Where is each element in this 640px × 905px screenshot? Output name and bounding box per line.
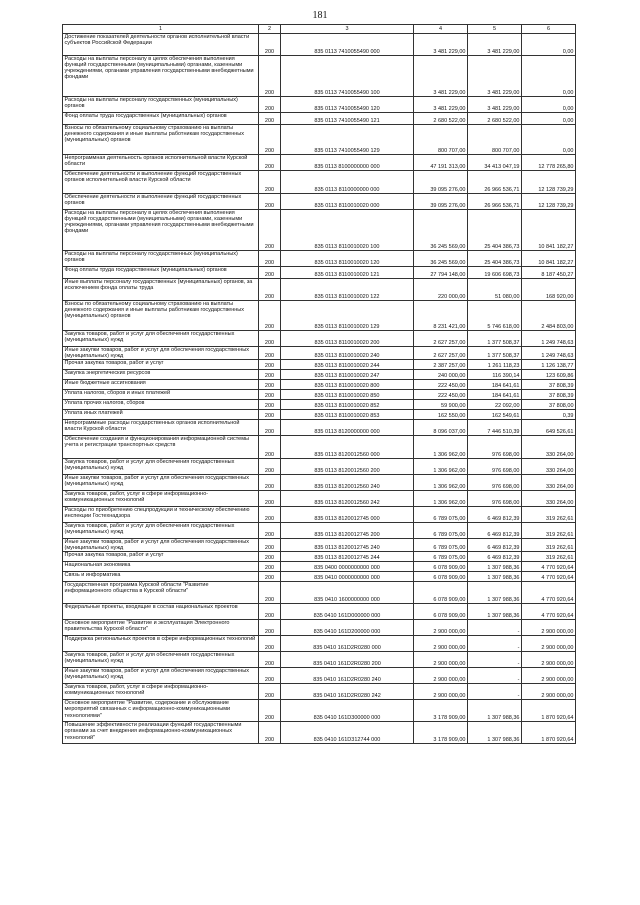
- cell-value: 1 306 962,00: [414, 491, 468, 507]
- cell-name: Национальная экономика: [63, 562, 259, 572]
- table-row: [63, 410, 576, 420]
- cell-value: 1 307 988,36: [468, 562, 522, 572]
- cell-value: 6 469 812,39: [468, 523, 522, 539]
- cell-code: 835 0113 8120012560 000: [281, 436, 414, 459]
- table-row: [63, 562, 576, 572]
- cell-value: 319 262,61: [522, 539, 576, 552]
- cell-value: -: [468, 684, 522, 700]
- cell-name: Уплата прочих налогов, сборов: [63, 400, 259, 410]
- cell-code: 835 0113 8110010020 850: [281, 390, 414, 400]
- cell-code: 835 0410 1600000000 000: [281, 582, 414, 604]
- cell-name: Основное мероприятие "Развитие и эксплуатация Электронного правительства Курской области": [63, 620, 259, 636]
- cell-value: 59 900,00: [414, 400, 468, 410]
- cell-col2: 200: [259, 194, 281, 210]
- cell-code: 835 0113 7410055490 121: [281, 113, 414, 125]
- cell-col2: 200: [259, 400, 281, 410]
- cell-value: 222 450,00: [414, 390, 468, 400]
- cell-value: 2 900 000,00: [522, 684, 576, 700]
- cell-value: 0,00: [522, 97, 576, 113]
- cell-code: 835 0410 161D312744 000: [281, 722, 414, 744]
- cell-value: 8 231 421,00: [414, 301, 468, 331]
- cell-col2: 200: [259, 347, 281, 360]
- cell-code: 835 0113 8100000000 000: [281, 155, 414, 171]
- table-body: [63, 34, 576, 744]
- cell-value: 1 870 920,64: [522, 722, 576, 744]
- cell-col2: 200: [259, 604, 281, 620]
- cell-value: 26 966 536,71: [468, 171, 522, 194]
- cell-col2: 200: [259, 97, 281, 113]
- cell-value: 220 000,00: [414, 279, 468, 301]
- cell-value: 1 870 920,64: [522, 700, 576, 722]
- cell-value: 6 469 812,39: [468, 539, 522, 552]
- cell-code: 835 0400 0000000000 000: [281, 562, 414, 572]
- column-header: 6: [522, 25, 576, 34]
- cell-value: 976 698,00: [468, 491, 522, 507]
- cell-code: 835 0113 8110010020 240: [281, 347, 414, 360]
- table-row: [63, 636, 576, 652]
- cell-code: 835 0113 8120012560 242: [281, 491, 414, 507]
- cell-value: 12 128 739,29: [522, 171, 576, 194]
- cell-name: Иные закупки товаров, работ и услуг для обеспечения государственных (муниципальных) нужд: [63, 475, 259, 491]
- cell-name: Иные закупки товаров, работ и услуг для обеспечения государственных (муниципальных) нужд: [63, 347, 259, 360]
- cell-col2: 200: [259, 552, 281, 562]
- cell-name: Непрограммные расходы государственных органов исполнительной власти Курской области: [63, 420, 259, 436]
- cell-code: 835 0113 7410055490 129: [281, 125, 414, 155]
- cell-col2: 200: [259, 155, 281, 171]
- cell-value: 330 264,00: [522, 475, 576, 491]
- cell-code: 835 0113 8110010020 000: [281, 194, 414, 210]
- cell-value: 976 698,00: [468, 436, 522, 459]
- cell-value: 6 469 812,39: [468, 507, 522, 523]
- table-row: [63, 582, 576, 604]
- cell-value: 36 245 569,00: [414, 210, 468, 251]
- cell-name: Взносы по обязательному социальному страхованию на выплаты денежного содержания и иные выплаты работникам государственных (муниципальных) органов: [63, 125, 259, 155]
- cell-value: 0,00: [522, 56, 576, 97]
- cell-value: 1 126 138,77: [522, 360, 576, 370]
- cell-col2: 200: [259, 410, 281, 420]
- cell-col2: 200: [259, 251, 281, 267]
- cell-value: 36 245 569,00: [414, 251, 468, 267]
- cell-value: 39 095 276,00: [414, 194, 468, 210]
- cell-col2: 200: [259, 507, 281, 523]
- cell-col2: 200: [259, 370, 281, 380]
- cell-code: 835 0113 8110010020 247: [281, 370, 414, 380]
- table-row: [63, 97, 576, 113]
- cell-value: 34 413 047,19: [468, 155, 522, 171]
- cell-value: 22 092,00: [468, 400, 522, 410]
- cell-value: -: [468, 636, 522, 652]
- cell-value: 37 808,39: [522, 390, 576, 400]
- table-row: [63, 722, 576, 744]
- cell-name: Взносы по обязательному социальному страхованию на выплаты денежного содержания и иные выплаты работникам государственных (муниципальных) органов: [63, 301, 259, 331]
- cell-value: 162 550,00: [414, 410, 468, 420]
- cell-name: Достижение показателей деятельности органов исполнительной власти субъектов Российской Федерации: [63, 34, 259, 56]
- cell-value: 6 078 909,00: [414, 604, 468, 620]
- cell-code: 835 0410 161D2R0280 242: [281, 684, 414, 700]
- cell-col2: 200: [259, 267, 281, 279]
- cell-name: Иные бюджетные ассигнования: [63, 380, 259, 390]
- cell-value: 4 770 920,64: [522, 572, 576, 582]
- cell-col2: 200: [259, 331, 281, 347]
- cell-value: 2 900 000,00: [522, 636, 576, 652]
- cell-value: 116 390,14: [468, 370, 522, 380]
- table-row: [63, 380, 576, 390]
- cell-col2: 200: [259, 390, 281, 400]
- cell-col2: 200: [259, 475, 281, 491]
- cell-code: 835 0113 8120012745 240: [281, 539, 414, 552]
- cell-value: 1 307 988,36: [468, 572, 522, 582]
- cell-col2: 200: [259, 620, 281, 636]
- table-row: [63, 420, 576, 436]
- cell-code: 835 0113 7410055490 100: [281, 56, 414, 97]
- cell-code: 835 0410 161D300000 000: [281, 700, 414, 722]
- cell-code: 835 0410 161D2R0280 240: [281, 668, 414, 684]
- cell-value: 240 000,00: [414, 370, 468, 380]
- cell-value: 222 450,00: [414, 380, 468, 390]
- cell-value: 6 789 075,00: [414, 507, 468, 523]
- table-row: [63, 210, 576, 251]
- cell-value: 184 641,61: [468, 380, 522, 390]
- cell-value: 26 966 536,71: [468, 194, 522, 210]
- table-row: [63, 301, 576, 331]
- cell-value: 37 808,39: [522, 380, 576, 390]
- cell-value: 1 307 988,36: [468, 604, 522, 620]
- cell-col2: 200: [259, 380, 281, 390]
- cell-value: 6 078 909,00: [414, 572, 468, 582]
- cell-value: 25 404 386,73: [468, 251, 522, 267]
- cell-name: Федеральные проекты, входящие в состав национальных проектов: [63, 604, 259, 620]
- budget-table: [62, 24, 576, 744]
- cell-name: Обеспечение деятельности и выполнение функций государственных органов исполнительной власти Курской области: [63, 171, 259, 194]
- cell-value: 1 306 962,00: [414, 475, 468, 491]
- table-row: [63, 507, 576, 523]
- cell-name: Основное мероприятие "Развитие, содержание и обслуживание мероприятий связанных с информационно-коммуникационными технологиями": [63, 700, 259, 722]
- cell-value: 4 770 920,64: [522, 562, 576, 572]
- column-header: 2: [259, 25, 281, 34]
- table-row: [63, 279, 576, 301]
- cell-value: 649 526,61: [522, 420, 576, 436]
- cell-col2: 200: [259, 125, 281, 155]
- cell-value: 2 900 000,00: [414, 652, 468, 668]
- cell-value: 2 680 522,00: [414, 113, 468, 125]
- table-row: [63, 251, 576, 267]
- cell-value: 2 900 000,00: [522, 668, 576, 684]
- cell-code: 835 0113 8110010020 853: [281, 410, 414, 420]
- table-row: [63, 56, 576, 97]
- cell-value: 2 627 257,00: [414, 347, 468, 360]
- cell-col2: 200: [259, 459, 281, 475]
- cell-value: -: [468, 620, 522, 636]
- cell-col2: 200: [259, 684, 281, 700]
- table-row: [63, 267, 576, 279]
- cell-value: 1 307 988,36: [468, 722, 522, 744]
- cell-code: 835 0113 8110010020 800: [281, 380, 414, 390]
- cell-col2: 200: [259, 636, 281, 652]
- table-row: [63, 347, 576, 360]
- table-row: [63, 194, 576, 210]
- cell-code: 835 0113 8120012560 240: [281, 475, 414, 491]
- table-row: [63, 436, 576, 459]
- cell-value: 3 481 229,00: [414, 97, 468, 113]
- cell-value: 6 789 075,00: [414, 523, 468, 539]
- cell-name: Закупка товаров, работ и услуг для обеспечения государственных (муниципальных) нужд: [63, 331, 259, 347]
- cell-value: 12 778 265,80: [522, 155, 576, 171]
- cell-value: 1 249 748,63: [522, 331, 576, 347]
- cell-value: 0,00: [522, 113, 576, 125]
- table-row: [63, 539, 576, 552]
- cell-value: 39 095 276,00: [414, 171, 468, 194]
- cell-name: Фонд оплаты труда государственных (муниципальных) органов: [63, 113, 259, 125]
- cell-value: 0,39: [522, 410, 576, 420]
- cell-value: 800 707,00: [414, 125, 468, 155]
- cell-value: 2 900 000,00: [522, 620, 576, 636]
- cell-name: Расходы на выплаты персоналу государственных (муниципальных) органов: [63, 251, 259, 267]
- cell-value: 0,00: [522, 34, 576, 56]
- cell-value: 6 789 075,00: [414, 552, 468, 562]
- table-row: [63, 34, 576, 56]
- table-row: [63, 552, 576, 562]
- table-row: [63, 400, 576, 410]
- cell-name: Закупка товаров, работ и услуг для обеспечения государственных (муниципальных) нужд: [63, 459, 259, 475]
- cell-col2: 200: [259, 700, 281, 722]
- table-row: [63, 370, 576, 380]
- cell-name: Закупка энергетических ресурсов: [63, 370, 259, 380]
- table-row: [63, 668, 576, 684]
- cell-col2: 200: [259, 562, 281, 572]
- cell-code: 835 0113 7410055490 000: [281, 34, 414, 56]
- cell-name: Обеспечение деятельности и выполнение функций государственных органов: [63, 194, 259, 210]
- table-row: [63, 171, 576, 194]
- cell-col2: 200: [259, 582, 281, 604]
- cell-value: 2 627 257,00: [414, 331, 468, 347]
- cell-value: 3 178 909,00: [414, 700, 468, 722]
- cell-code: 835 0113 8120012745 244: [281, 552, 414, 562]
- cell-value: 319 262,61: [522, 523, 576, 539]
- cell-code: 835 0113 8110010020 121: [281, 267, 414, 279]
- table-row: [63, 459, 576, 475]
- cell-value: 330 264,00: [522, 436, 576, 459]
- cell-value: 2 484 803,00: [522, 301, 576, 331]
- cell-code: 835 0410 0000000000 000: [281, 572, 414, 582]
- cell-value: 184 641,61: [468, 390, 522, 400]
- cell-code: 835 0113 8110010020 200: [281, 331, 414, 347]
- cell-value: 2 900 000,00: [414, 684, 468, 700]
- table-row: [63, 331, 576, 347]
- cell-name: Государственная программа Курской области "Развитие информационного общества в Курской области": [63, 582, 259, 604]
- cell-code: 835 0410 161D000000 000: [281, 604, 414, 620]
- cell-code: 835 0113 8110010020 244: [281, 360, 414, 370]
- cell-col2: 200: [259, 539, 281, 552]
- table-row: [63, 604, 576, 620]
- cell-value: 2 900 000,00: [414, 636, 468, 652]
- cell-col2: 200: [259, 420, 281, 436]
- table-row: [63, 620, 576, 636]
- cell-value: 25 404 386,73: [468, 210, 522, 251]
- table-row: [63, 113, 576, 125]
- cell-value: 10 841 182,27: [522, 251, 576, 267]
- table-row: [63, 390, 576, 400]
- cell-code: 835 0113 8120012745 200: [281, 523, 414, 539]
- cell-code: 835 0410 161D2R0280 200: [281, 652, 414, 668]
- cell-value: 6 469 812,39: [468, 552, 522, 562]
- cell-value: 27 794 148,00: [414, 267, 468, 279]
- cell-code: 835 0113 8110010020 120: [281, 251, 414, 267]
- cell-col2: 200: [259, 668, 281, 684]
- cell-code: 835 0113 8120000000 000: [281, 420, 414, 436]
- cell-col2: 200: [259, 491, 281, 507]
- cell-name: Повышение эффективности реализации функций государственными органами за счет внедрения информационно-коммуникационных технологий": [63, 722, 259, 744]
- cell-name: Расходы на выплаты персоналу в целях обеспечения выполнения функций государственными (муниципальными) органами, казенными учреждениями, органами управления государственными внебюджетными фондами: [63, 56, 259, 97]
- cell-value: 7 446 510,39: [468, 420, 522, 436]
- cell-value: 1 306 962,00: [414, 459, 468, 475]
- cell-name: Фонд оплаты труда государственных (муниципальных) органов: [63, 267, 259, 279]
- cell-code: 835 0113 8110010020 100: [281, 210, 414, 251]
- cell-value: 2 680 522,00: [468, 113, 522, 125]
- cell-value: 976 698,00: [468, 459, 522, 475]
- cell-col2: 200: [259, 171, 281, 194]
- cell-value: 3 481 229,00: [414, 56, 468, 97]
- cell-code: 835 0410 161D2R0280 000: [281, 636, 414, 652]
- table-row: [63, 125, 576, 155]
- column-header: 4: [414, 25, 468, 34]
- cell-value: 330 264,00: [522, 459, 576, 475]
- cell-value: 330 264,00: [522, 491, 576, 507]
- cell-col2: 200: [259, 279, 281, 301]
- cell-value: 51 080,00: [468, 279, 522, 301]
- cell-value: 3 178 909,00: [414, 722, 468, 744]
- cell-code: 835 0113 8110010020 122: [281, 279, 414, 301]
- cell-name: Иные закупки товаров, работ и услуг для обеспечения государственных (муниципальных) нужд: [63, 539, 259, 552]
- cell-value: 3 481 229,00: [468, 97, 522, 113]
- cell-value: 8 096 037,00: [414, 420, 468, 436]
- table-row: [63, 572, 576, 582]
- cell-value: 976 698,00: [468, 475, 522, 491]
- cell-value: -: [468, 652, 522, 668]
- cell-col2: 200: [259, 56, 281, 97]
- table-row: [63, 523, 576, 539]
- cell-col2: 200: [259, 722, 281, 744]
- cell-col2: 200: [259, 210, 281, 251]
- cell-name: Уплата иных платежей: [63, 410, 259, 420]
- cell-value: 37 808,00: [522, 400, 576, 410]
- cell-value: 4 770 920,64: [522, 604, 576, 620]
- cell-value: 6 078 909,00: [414, 562, 468, 572]
- cell-name: Уплата налогов, сборов и иных платежей: [63, 390, 259, 400]
- cell-name: Закупка товаров, работ, услуг в сфере информационно-коммуникационных технологий: [63, 684, 259, 700]
- cell-value: 10 841 182,27: [522, 210, 576, 251]
- cell-value: 319 262,61: [522, 552, 576, 562]
- cell-col2: 200: [259, 436, 281, 459]
- page-number: 181: [312, 10, 328, 21]
- cell-value: 319 262,61: [522, 507, 576, 523]
- table-row: [63, 684, 576, 700]
- cell-name: Поддержка региональных проектов в сфере информационных технологий: [63, 636, 259, 652]
- cell-col2: 200: [259, 113, 281, 125]
- cell-name: Непрограммная деятельность органов исполнительной власти Курской области: [63, 155, 259, 171]
- cell-name: Прочая закупка товаров, работ и услуг: [63, 360, 259, 370]
- table-row: [63, 652, 576, 668]
- cell-value: 19 606 698,73: [468, 267, 522, 279]
- cell-value: 2 900 000,00: [414, 668, 468, 684]
- table-row: [63, 155, 576, 171]
- cell-code: 835 0113 7410055490 120: [281, 97, 414, 113]
- cell-name: Иные выплаты персоналу государственных (муниципальных) органов, за исключением фонда оплаты труда: [63, 279, 259, 301]
- cell-value: 12 128 739,29: [522, 194, 576, 210]
- cell-name: Расходы на выплаты персоналу государственных (муниципальных) органов: [63, 97, 259, 113]
- cell-value: 2 387 257,00: [414, 360, 468, 370]
- cell-col2: 200: [259, 34, 281, 56]
- cell-name: Закупка товаров, работ, услуг в сфере информационно-коммуникационных технологий: [63, 491, 259, 507]
- cell-value: -: [468, 668, 522, 684]
- column-header: 1: [63, 25, 259, 34]
- cell-col2: 200: [259, 523, 281, 539]
- cell-name: Расходы по приобретению спецпродукции и техническому обеспечению инспекции Гостехнадзора: [63, 507, 259, 523]
- table-row: [63, 475, 576, 491]
- cell-value: 1 377 508,37: [468, 331, 522, 347]
- cell-value: 2 900 000,00: [522, 652, 576, 668]
- cell-value: 1 307 988,36: [468, 700, 522, 722]
- cell-value: 5 746 618,00: [468, 301, 522, 331]
- cell-code: 835 0113 8110000000 000: [281, 171, 414, 194]
- cell-value: 123 609,86: [522, 370, 576, 380]
- cell-col2: 200: [259, 572, 281, 582]
- cell-value: 8 187 450,27: [522, 267, 576, 279]
- cell-value: 168 920,00: [522, 279, 576, 301]
- cell-name: Расходы на выплаты персоналу в целях обеспечения выполнения функций государственными (муниципальными) органами, казенными учреждениями, органами управления государственными внебюджетными фондами: [63, 210, 259, 251]
- cell-value: 3 481 229,00: [414, 34, 468, 56]
- cell-value: 2 900 000,00: [414, 620, 468, 636]
- cell-name: Закупка товаров, работ и услуг для обеспечения государственных (муниципальных) нужд: [63, 652, 259, 668]
- cell-value: 1 306 962,00: [414, 436, 468, 459]
- table-row: [63, 700, 576, 722]
- cell-code: 835 0113 8110010020 129: [281, 301, 414, 331]
- cell-name: Иные закупки товаров, работ и услуг для обеспечения государственных (муниципальных) нужд: [63, 668, 259, 684]
- cell-code: 835 0410 161D200000 000: [281, 620, 414, 636]
- cell-value: 4 770 920,64: [522, 582, 576, 604]
- table-row: [63, 360, 576, 370]
- cell-col2: 200: [259, 360, 281, 370]
- cell-code: 835 0113 8110010020 852: [281, 400, 414, 410]
- cell-value: 0,00: [522, 125, 576, 155]
- cell-code: 835 0113 8120012745 000: [281, 507, 414, 523]
- cell-value: 3 481 229,00: [468, 56, 522, 97]
- cell-value: 1 307 988,36: [468, 582, 522, 604]
- cell-value: 6 078 909,00: [414, 582, 468, 604]
- table-row: [63, 491, 576, 507]
- cell-col2: 200: [259, 301, 281, 331]
- cell-value: 1 377 508,37: [468, 347, 522, 360]
- cell-code: 835 0113 8120012560 200: [281, 459, 414, 475]
- cell-name: Связь и информатика: [63, 572, 259, 582]
- cell-value: 47 191 313,00: [414, 155, 468, 171]
- column-header: 5: [468, 25, 522, 34]
- cell-name: Обеспечение создания и функционирования информационной системы учета и регистрации транспортных средств: [63, 436, 259, 459]
- cell-value: 800 707,00: [468, 125, 522, 155]
- column-header: 3: [281, 25, 414, 34]
- cell-name: Прочая закупка товаров, работ и услуг: [63, 552, 259, 562]
- cell-value: 6 789 075,00: [414, 539, 468, 552]
- table-header-row: [63, 25, 576, 34]
- cell-col2: 200: [259, 652, 281, 668]
- cell-value: 162 549,61: [468, 410, 522, 420]
- cell-value: 3 481 229,00: [468, 34, 522, 56]
- cell-value: 1 261 118,23: [468, 360, 522, 370]
- cell-name: Закупка товаров, работ и услуг для обеспечения государственных (муниципальных) нужд: [63, 523, 259, 539]
- cell-value: 1 249 748,63: [522, 347, 576, 360]
